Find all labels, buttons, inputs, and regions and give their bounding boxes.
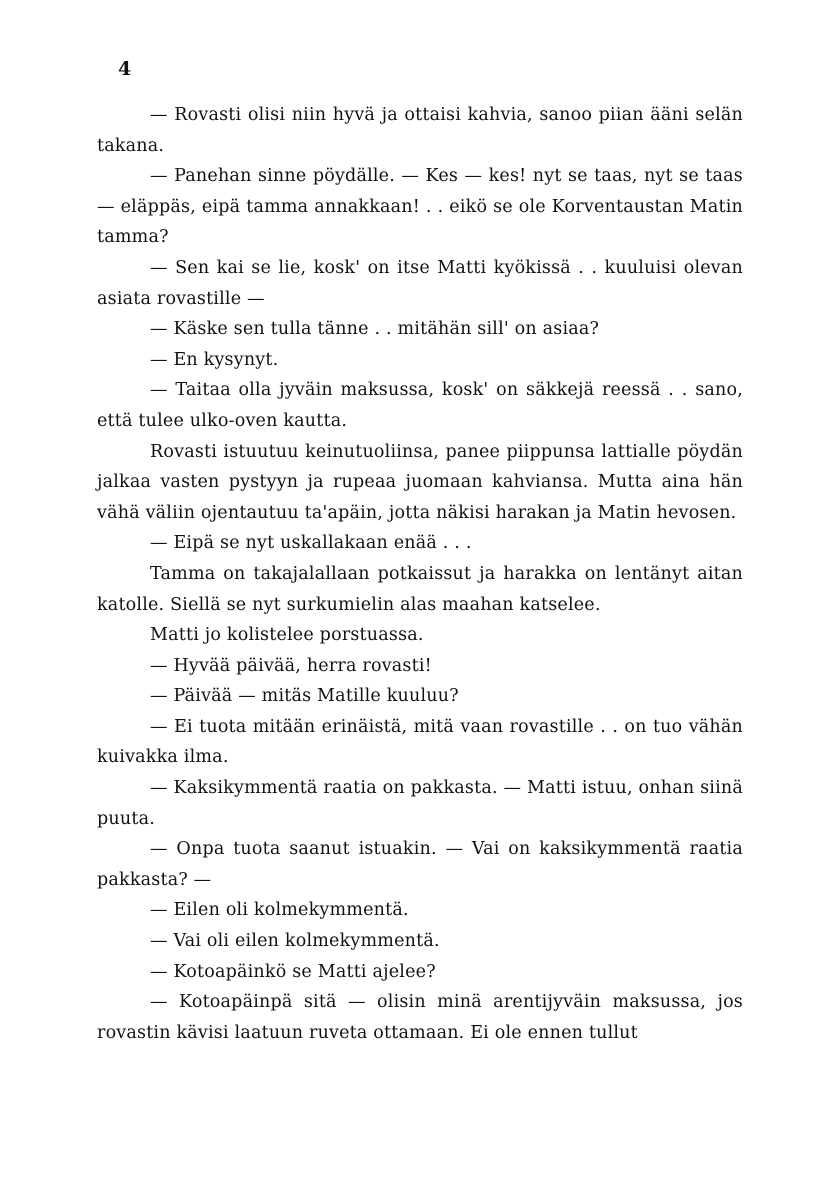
paragraph: — Päivää — mitäs Matille kuuluu?: [150, 686, 459, 707]
paragraph: — En kysynyt.: [150, 349, 279, 370]
text-body: [97, 100, 743, 1048]
paragraph: Rovasti istuutuu keinutuoliinsa, panee piippunsa lattialle pöydän jalkaa vasten pystyyn ja rupeaa juomaan kahviansa. Mutta aina hän vähä väliin ojentautuu ta'apäin, jotta näkisi harakan ja Matin hevosen.: [97, 441, 743, 523]
paragraph: — Panehan sinne pöydälle. — Kes — kes! nyt se taas, nyt se taas — eläppäs, eipä tamma annakkaan! . . eikö se ole Korventaustan Matin tamma?: [97, 166, 743, 248]
paragraph: — Onpa tuota saanut istuakin. — Vai on kaksikymmentä raatia pakkasta? —: [97, 839, 743, 890]
paragraph: Tamma on takajalallaan potkaissut ja harakka on lentänyt aitan katolle. Siellä se nyt surkumielin alas maahan katselee.: [97, 563, 743, 615]
paragraph: — Taitaa olla jyväin maksussa, kosk' on säkkejä reessä . . sano, että tulee ulko-oven kautta.: [97, 380, 743, 431]
paragraph: — Rovasti olisi niin hyvä ja ottaisi kahvia, sanoo piian ääni selän takana.: [97, 105, 743, 156]
paragraph: — Vai oli eilen kolmekymmentä.: [150, 931, 440, 952]
paragraph: — Ei tuota mitään erinäistä, mitä vaan rovastille . . on tuo vähän kuivakka ilma.: [97, 716, 743, 768]
paragraph: — Eipä se nyt uskallakaan enää . . .: [150, 533, 472, 554]
page-number: 4: [118, 58, 132, 80]
paragraph: — Kotoapäinpä sitä — olisin minä arentijyväin maksussa, jos rovastin kävisi laatuun ruveta ottamaan. Ei ole ennen tullut: [97, 992, 743, 1043]
paragraph: Matti jo kolistelee porstuassa.: [150, 625, 424, 646]
paragraph: — Kaksikymmentä raatia on pakkasta. — Matti istuu, onhan siinä puuta.: [97, 778, 743, 829]
paragraph: — Sen kai se lie, kosk' on itse Matti kyökissä . . kuuluisi olevan asiata rovastille —: [97, 257, 743, 309]
paragraph: — Käske sen tulla tänne . . mitähän sill' on asiaa?: [150, 319, 600, 340]
paragraph: — Hyvää päivää, herra rovasti!: [150, 655, 432, 676]
paragraph: — Eilen oli kolmekymmentä.: [150, 900, 409, 921]
paragraph: — Kotoapäinkö se Matti ajelee?: [150, 961, 436, 982]
